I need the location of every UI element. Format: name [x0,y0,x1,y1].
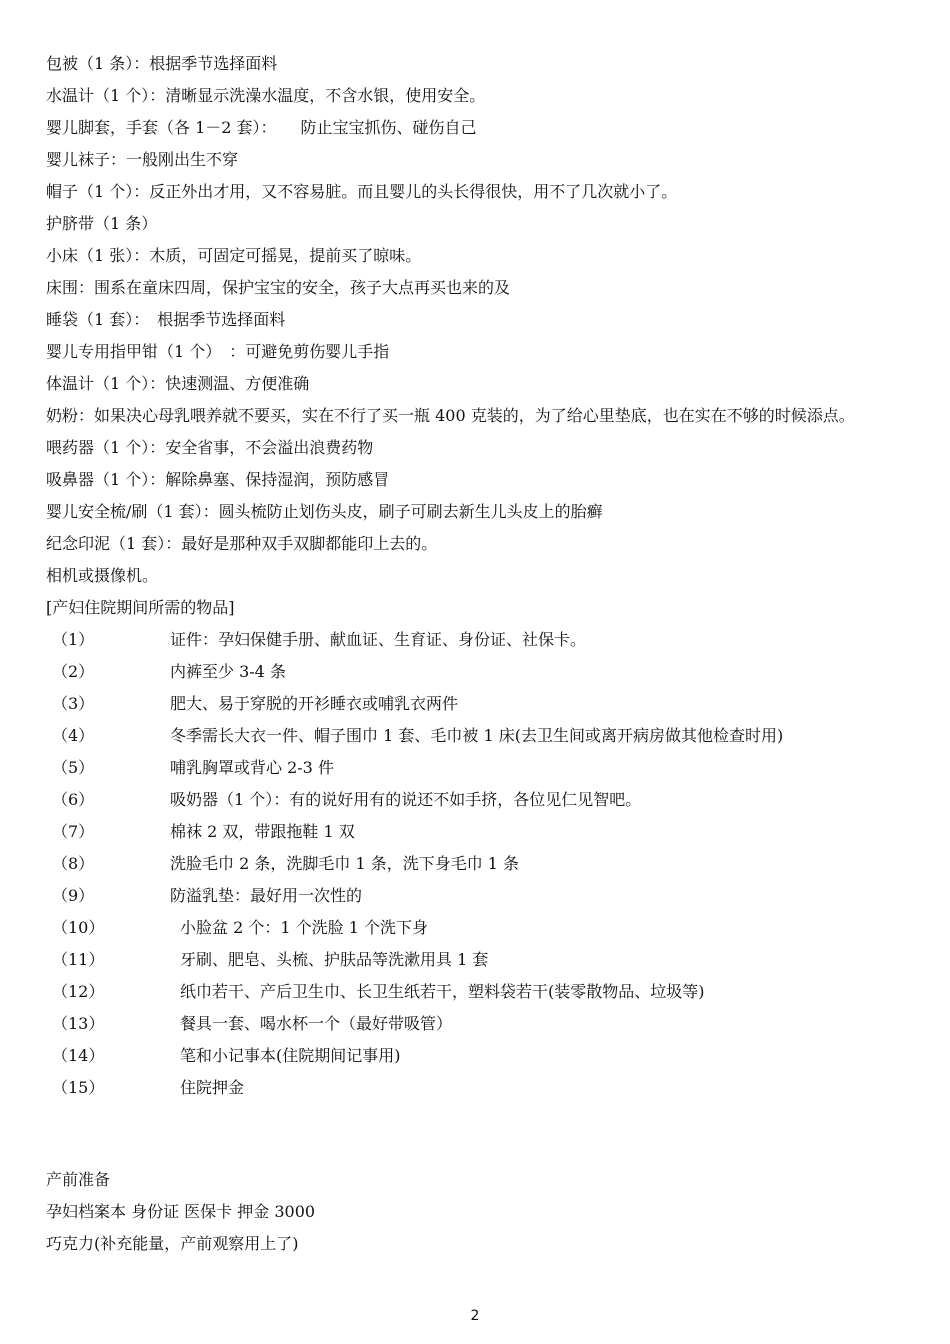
list-item [46,976,916,1008]
item-text: 纸巾若干、产后卫生巾、长卫生纸若干，塑料袋若干(装零散物品、垃圾等) [180,982,705,1001]
item-number: （8） [52,854,95,873]
text-line-chocolate: 巧克力(补充能量，产前观察用上了) [46,1234,299,1253]
list-item [46,1040,916,1072]
item-text: 哺乳胸罩或背心 2-3 件 [170,758,334,777]
list-item [46,752,916,784]
item-number: （4） [52,726,95,745]
document-page [46,48,916,1260]
item-text: 小脸盆 2 个：1 个洗脸 1 个洗下身 [180,918,428,937]
text-line-thermometer-water: 水温计（1 个）：清晰显示洗澡水温度，不含水银，使用安全。 [46,86,486,105]
item-text: 吸奶器（1 个）：有的说好用有的说还不如手挤，各位见仁见智吧。 [170,790,642,809]
item-number: （1） [52,630,95,649]
text-line-hat: 帽子（1 个）：反正外出才用，又不容易脏。而且婴儿的头长得很快，用不了几次就小了。 [46,182,678,201]
item-number: （12） [52,982,105,1001]
text-line-ink-pad: 纪念印泥（1 套）：最好是那种双手双脚都能印上去的。 [46,534,438,553]
item-text: 洗脸毛巾 2 条，洗脚毛巾 1 条，洗下身毛巾 1 条 [170,854,520,873]
item-text: 防溢乳垫：最好用一次性的 [170,886,363,905]
item-number: （7） [52,822,95,841]
page-number: 2 [470,1308,480,1324]
item-text: 住院押金 [180,1078,245,1097]
item-number: （2） [52,662,95,681]
item-number: （13） [52,1014,105,1033]
list-item [46,848,916,880]
item-text: 肥大、易于穿脱的开衫睡衣或哺乳衣两件 [170,694,459,713]
list-item [46,880,916,912]
item-text: 证件：孕妇保健手册、献血证、生育证、身份证、社保卡。 [170,630,587,649]
text-line-navel-band: 护脐带（1 条） [46,214,158,233]
text-line-socks: 婴儿袜子：一般刚出生不穿 [46,150,239,169]
list-item [46,656,916,688]
text-line-documents: 孕妇档案本 身份证 医保卡 押金 3000 [46,1202,316,1221]
text-line-comb-brush: 婴儿安全梳/刷（1 套）：圆头梳防止划伤头皮，刷子可刷去新生儿头皮上的胎癣 [46,502,603,521]
text-line-formula: 奶粉：如果决心母乳喂养就不要买，实在不行了买一瓶 400 克装的，为了给心里垫底，也在实在不够的时候添点。 [46,406,855,425]
section-spacer [46,1104,916,1164]
item-number: （10） [52,918,105,937]
text-line-nail-clipper: 婴儿专用指甲钳（1 个） ：可避免剪伤婴儿手指 [46,342,390,361]
text-line-mittens: 婴儿脚套，手套（各 1－2 套）： 防止宝宝抓伤、碰伤自己 [46,118,477,137]
section-heading-prenatal: 产前准备 [46,1170,111,1189]
item-text: 餐具一套、喝水杯一个（最好带吸管） [180,1014,453,1033]
text-line-thermometer-body: 体温计（1 个）：快速测温、方便准确 [46,374,310,393]
text-line-sleeping-bag: 睡袋（1 套）： 根据季节选择面料 [46,310,286,329]
list-item [46,624,916,656]
list-item [46,688,916,720]
list-item [46,1072,916,1104]
item-number: （14） [52,1046,105,1065]
text-line-nasal-aspirator: 吸鼻器（1 个）：解除鼻塞、保持湿润，预防感冒 [46,470,390,489]
list-item [46,816,916,848]
item-text: 冬季需长大衣一件、帽子围巾 1 套、毛巾被 1 床(去卫生间或离开病房做其他检查时用) [170,726,784,745]
text-line-bumper: 床围：围系在童床四周，保护宝宝的安全，孩子大点再买也来的及 [46,278,511,297]
text-line-camera: 相机或摄像机。 [46,566,159,585]
item-number: （5） [52,758,95,777]
list-item [46,1008,916,1040]
item-text: 内裤至少 3-4 条 [170,662,286,681]
list-item [46,720,916,752]
item-text: 笔和小记事本(住院期间记事用) [180,1046,401,1065]
text-line-medicine-feeder: 喂药器（1 个）：安全省事，不会溢出浪费药物 [46,438,374,457]
item-number: （11） [52,950,105,969]
item-number: （6） [52,790,95,809]
item-number: （9） [52,886,95,905]
item-text: 棉袜 2 双，带跟拖鞋 1 双 [170,822,355,841]
text-line-crib: 小床（1 张）：木质，可固定可摇晃，提前买了晾味。 [46,246,422,265]
section-heading-hospital: [产妇住院期间所需的物品] [46,598,235,617]
list-item [46,944,916,976]
text-line-swaddle: 包被（1 条）：根据季节选择面料 [46,54,278,73]
list-item [46,912,916,944]
item-text: 牙刷、肥皂、头梳、护肤品等洗漱用具 1 套 [180,950,489,969]
list-item [46,784,916,816]
item-number: （15） [52,1078,105,1097]
item-number: （3） [52,694,95,713]
